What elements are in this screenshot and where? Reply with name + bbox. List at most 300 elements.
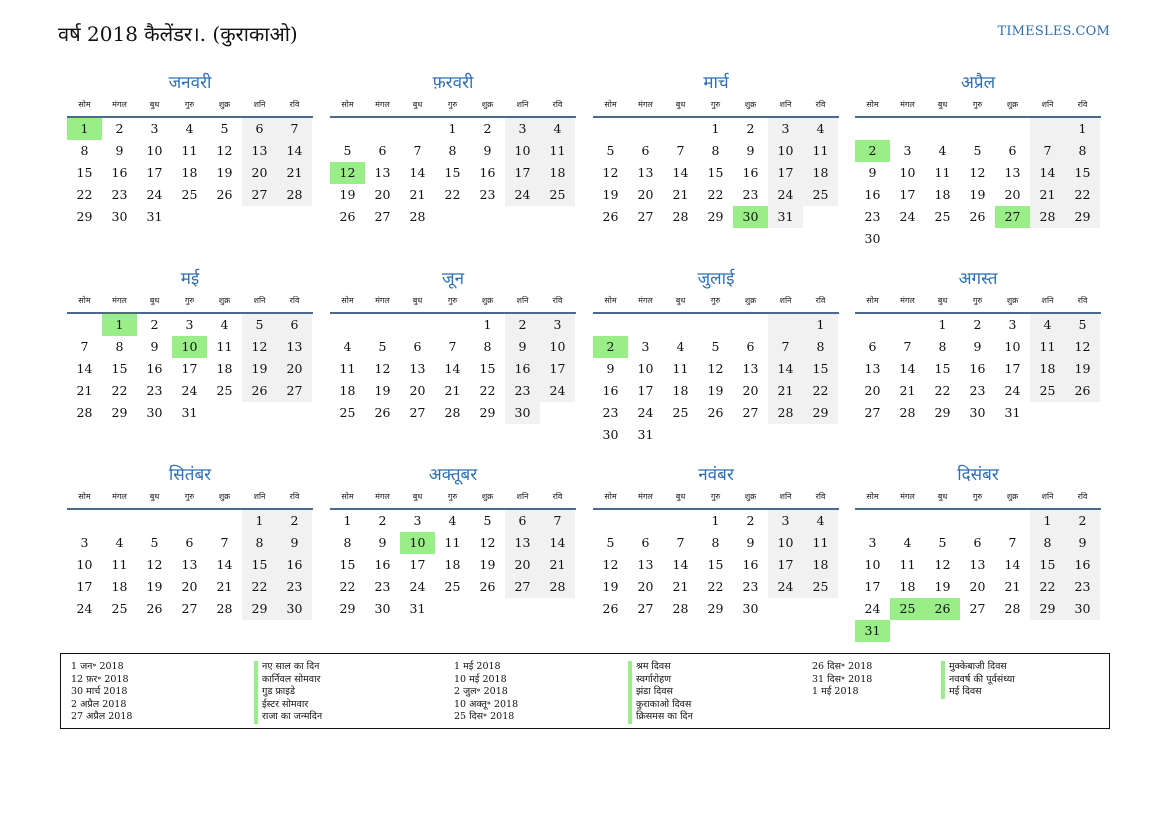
day-cell[interactable]: 5 [1065,314,1100,336]
day-cell[interactable]: 4 [115,535,124,550]
day-cell[interactable]: 26 [216,187,233,202]
day-cell[interactable]: 16 [864,187,881,202]
day-cell[interactable]: 20 [409,383,426,398]
day-cell[interactable]: 25 [672,405,689,420]
day-cell[interactable]: 24 [540,380,575,402]
day-cell[interactable]: 11 [803,532,838,554]
day-cell[interactable]: 6 [378,143,387,158]
day-cell[interactable]: 19 [242,358,277,380]
day-cell[interactable]: 7 [277,118,312,140]
day-cell[interactable]: 27 [181,601,198,616]
day-cell[interactable]: 20 [637,187,654,202]
day-cell[interactable]: 6 [746,339,755,354]
day-cell[interactable]: 22 [934,383,951,398]
holiday-day-cell[interactable]: 2 [593,336,628,358]
day-cell[interactable]: 14 [540,532,575,554]
day-cell[interactable]: 3 [868,535,877,550]
holiday-day-cell[interactable]: 2 [855,140,890,162]
day-cell[interactable]: 18 [803,162,838,184]
day-cell[interactable]: 26 [146,601,163,616]
day-cell[interactable]: 20 [864,383,881,398]
holiday-day-cell[interactable]: 31 [855,620,890,642]
day-cell[interactable]: 10 [768,140,803,162]
day-cell[interactable]: 31 [1004,405,1021,420]
day-cell[interactable]: 9 [973,339,982,354]
day-cell[interactable]: 30 [111,209,128,224]
day-cell[interactable]: 8 [1030,532,1065,554]
day-cell[interactable]: 25 [1030,380,1065,402]
day-cell[interactable]: 16 [479,165,496,180]
day-cell[interactable]: 5 [606,143,615,158]
day-cell[interactable]: 26 [1065,380,1100,402]
day-cell[interactable]: 13 [409,361,426,376]
day-cell[interactable]: 22 [707,579,724,594]
day-cell[interactable]: 16 [742,165,759,180]
day-cell[interactable]: 8 [803,336,838,358]
day-cell[interactable]: 16 [111,165,128,180]
day-cell[interactable]: 21 [672,579,689,594]
day-cell[interactable]: 11 [339,361,356,376]
day-cell[interactable]: 9 [277,532,312,554]
day-cell[interactable]: 22 [707,187,724,202]
day-cell[interactable]: 6 [1008,143,1017,158]
day-cell[interactable]: 25 [803,184,838,206]
day-cell[interactable]: 18 [803,554,838,576]
day-cell[interactable]: 15 [1065,162,1100,184]
day-cell[interactable]: 8 [938,339,947,354]
day-cell[interactable]: 2 [746,513,755,528]
day-cell[interactable]: 16 [505,358,540,380]
day-cell[interactable]: 11 [672,361,689,376]
day-cell[interactable]: 19 [1065,358,1100,380]
day-cell[interactable]: 27 [864,405,881,420]
day-cell[interactable]: 23 [602,405,619,420]
day-cell[interactable]: 17 [1004,361,1021,376]
day-cell[interactable]: 17 [505,162,540,184]
holiday-day-cell[interactable]: 10 [400,532,435,554]
day-cell[interactable]: 20 [277,358,312,380]
day-cell[interactable]: 19 [707,383,724,398]
day-cell[interactable]: 13 [374,165,391,180]
day-cell[interactable]: 18 [216,361,233,376]
day-cell[interactable]: 12 [1065,336,1100,358]
day-cell[interactable]: 5 [483,513,492,528]
day-cell[interactable]: 6 [413,339,422,354]
day-cell[interactable]: 21 [768,380,803,402]
day-cell[interactable]: 31 [637,427,654,442]
day-cell[interactable]: 20 [181,579,198,594]
day-cell[interactable]: 23 [479,187,496,202]
day-cell[interactable]: 24 [899,209,916,224]
day-cell[interactable]: 17 [540,358,575,380]
day-cell[interactable]: 22 [444,187,461,202]
day-cell[interactable]: 17 [146,165,163,180]
day-cell[interactable]: 29 [479,405,496,420]
day-cell[interactable]: 2 [483,121,492,136]
day-cell[interactable]: 21 [216,579,233,594]
day-cell[interactable]: 5 [606,535,615,550]
day-cell[interactable]: 29 [707,209,724,224]
day-cell[interactable]: 7 [220,535,229,550]
day-cell[interactable]: 4 [1030,314,1065,336]
day-cell[interactable]: 1 [483,317,492,332]
day-cell[interactable]: 19 [969,187,986,202]
day-cell[interactable]: 14 [672,557,689,572]
day-cell[interactable]: 8 [448,143,457,158]
day-cell[interactable]: 1 [242,510,277,532]
day-cell[interactable]: 26 [242,380,277,402]
holiday-day-cell[interactable]: 10 [172,336,207,358]
day-cell[interactable]: 28 [768,402,803,424]
day-cell[interactable]: 10 [146,143,163,158]
day-cell[interactable]: 3 [150,121,159,136]
day-cell[interactable]: 15 [803,358,838,380]
day-cell[interactable]: 13 [277,336,312,358]
day-cell[interactable]: 7 [80,339,89,354]
day-cell[interactable]: 15 [707,165,724,180]
day-cell[interactable]: 30 [146,405,163,420]
day-cell[interactable]: 11 [111,557,128,572]
day-cell[interactable]: 19 [216,165,233,180]
day-cell[interactable]: 10 [899,165,916,180]
day-cell[interactable]: 9 [115,143,124,158]
day-cell[interactable]: 13 [1004,165,1021,180]
day-cell[interactable]: 9 [378,535,387,550]
day-cell[interactable]: 7 [1030,140,1065,162]
day-cell[interactable]: 10 [1004,339,1021,354]
day-cell[interactable]: 28 [444,405,461,420]
day-cell[interactable]: 4 [803,510,838,532]
day-cell[interactable]: 19 [602,187,619,202]
day-cell[interactable]: 3 [1008,317,1017,332]
day-cell[interactable]: 5 [220,121,229,136]
day-cell[interactable]: 12 [969,165,986,180]
day-cell[interactable]: 7 [768,336,803,358]
day-cell[interactable]: 6 [242,118,277,140]
day-cell[interactable]: 4 [540,118,575,140]
day-cell[interactable]: 21 [540,554,575,576]
day-cell[interactable]: 22 [1065,184,1100,206]
day-cell[interactable]: 29 [242,598,277,620]
day-cell[interactable]: 20 [242,162,277,184]
day-cell[interactable]: 27 [409,405,426,420]
day-cell[interactable]: 3 [185,317,194,332]
day-cell[interactable]: 13 [864,361,881,376]
day-cell[interactable]: 8 [711,143,720,158]
day-cell[interactable]: 17 [768,554,803,576]
day-cell[interactable]: 29 [76,209,93,224]
day-cell[interactable]: 11 [444,535,461,550]
day-cell[interactable]: 29 [803,402,838,424]
day-cell[interactable]: 16 [146,361,163,376]
holiday-day-cell[interactable]: 25 [890,598,925,620]
day-cell[interactable]: 20 [1004,187,1021,202]
day-cell[interactable]: 28 [216,601,233,616]
day-cell[interactable]: 23 [505,380,540,402]
day-cell[interactable]: 10 [505,140,540,162]
day-cell[interactable]: 12 [707,361,724,376]
day-cell[interactable]: 30 [969,405,986,420]
day-cell[interactable]: 24 [409,579,426,594]
day-cell[interactable]: 21 [76,383,93,398]
day-cell[interactable]: 23 [1065,576,1100,598]
day-cell[interactable]: 22 [111,383,128,398]
day-cell[interactable]: 18 [1030,358,1065,380]
day-cell[interactable]: 11 [216,339,233,354]
day-cell[interactable]: 25 [934,209,951,224]
day-cell[interactable]: 18 [181,165,198,180]
day-cell[interactable]: 4 [676,339,685,354]
day-cell[interactable]: 11 [899,557,916,572]
day-cell[interactable]: 29 [707,601,724,616]
day-cell[interactable]: 8 [483,339,492,354]
day-cell[interactable]: 25 [339,405,356,420]
day-cell[interactable]: 29 [339,601,356,616]
day-cell[interactable]: 19 [374,383,391,398]
day-cell[interactable]: 14 [899,361,916,376]
day-cell[interactable]: 2 [505,314,540,336]
day-cell[interactable]: 3 [768,118,803,140]
day-cell[interactable]: 28 [76,405,93,420]
day-cell[interactable]: 27 [637,209,654,224]
day-cell[interactable]: 5 [343,143,352,158]
day-cell[interactable]: 25 [111,601,128,616]
day-cell[interactable]: 9 [746,535,755,550]
day-cell[interactable]: 19 [934,579,951,594]
day-cell[interactable]: 22 [479,383,496,398]
day-cell[interactable]: 21 [409,187,426,202]
day-cell[interactable]: 17 [899,187,916,202]
day-cell[interactable]: 4 [903,535,912,550]
day-cell[interactable]: 30 [602,427,619,442]
day-cell[interactable]: 25 [540,184,575,206]
day-cell[interactable]: 11 [540,140,575,162]
day-cell[interactable]: 5 [378,339,387,354]
day-cell[interactable]: 1 [711,121,720,136]
day-cell[interactable]: 13 [242,140,277,162]
holiday-day-cell[interactable]: 12 [330,162,365,184]
day-cell[interactable]: 5 [242,314,277,336]
day-cell[interactable]: 24 [768,184,803,206]
day-cell[interactable]: 8 [711,535,720,550]
day-cell[interactable]: 26 [969,209,986,224]
day-cell[interactable]: 5 [973,143,982,158]
day-cell[interactable]: 14 [672,165,689,180]
day-cell[interactable]: 30 [277,598,312,620]
day-cell[interactable]: 30 [864,231,881,246]
day-cell[interactable]: 7 [1008,535,1017,550]
day-cell[interactable]: 14 [1004,557,1021,572]
day-cell[interactable]: 11 [181,143,198,158]
day-cell[interactable]: 24 [768,576,803,598]
day-cell[interactable]: 1 [1030,510,1065,532]
day-cell[interactable]: 9 [868,165,877,180]
day-cell[interactable]: 23 [969,383,986,398]
day-cell[interactable]: 6 [641,143,650,158]
day-cell[interactable]: 7 [903,339,912,354]
day-cell[interactable]: 8 [1065,140,1100,162]
day-cell[interactable]: 15 [242,554,277,576]
day-cell[interactable]: 22 [76,187,93,202]
day-cell[interactable]: 24 [146,187,163,202]
day-cell[interactable]: 12 [602,165,619,180]
day-cell[interactable]: 18 [672,383,689,398]
day-cell[interactable]: 23 [742,579,759,594]
day-cell[interactable]: 27 [637,601,654,616]
day-cell[interactable]: 1 [711,513,720,528]
day-cell[interactable]: 3 [505,118,540,140]
day-cell[interactable]: 6 [185,535,194,550]
day-cell[interactable]: 3 [413,513,422,528]
holiday-day-cell[interactable]: 1 [67,118,102,140]
day-cell[interactable]: 13 [969,557,986,572]
day-cell[interactable]: 7 [448,339,457,354]
day-cell[interactable]: 29 [1030,598,1065,620]
day-cell[interactable]: 14 [216,557,233,572]
day-cell[interactable]: 9 [606,361,615,376]
day-cell[interactable]: 6 [868,339,877,354]
day-cell[interactable]: 12 [934,557,951,572]
day-cell[interactable]: 16 [602,383,619,398]
day-cell[interactable]: 27 [742,405,759,420]
day-cell[interactable]: 25 [444,579,461,594]
day-cell[interactable]: 21 [899,383,916,398]
day-cell[interactable]: 26 [479,579,496,594]
day-cell[interactable]: 4 [185,121,194,136]
day-cell[interactable]: 20 [374,187,391,202]
day-cell[interactable]: 24 [76,601,93,616]
day-cell[interactable]: 12 [216,143,233,158]
day-cell[interactable]: 7 [413,143,422,158]
day-cell[interactable]: 2 [1065,510,1100,532]
day-cell[interactable]: 26 [707,405,724,420]
day-cell[interactable]: 4 [343,339,352,354]
day-cell[interactable]: 22 [242,576,277,598]
day-cell[interactable]: 2 [115,121,124,136]
holiday-day-cell[interactable]: 27 [995,206,1030,228]
day-cell[interactable]: 5 [711,339,720,354]
day-cell[interactable]: 28 [409,209,426,224]
day-cell[interactable]: 11 [803,140,838,162]
day-cell[interactable]: 30 [505,402,540,424]
day-cell[interactable]: 12 [602,557,619,572]
day-cell[interactable]: 26 [374,405,391,420]
day-cell[interactable]: 9 [746,143,755,158]
holiday-day-cell[interactable]: 30 [733,206,768,228]
day-cell[interactable]: 6 [641,535,650,550]
day-cell[interactable]: 16 [374,557,391,572]
day-cell[interactable]: 17 [637,383,654,398]
day-cell[interactable]: 18 [899,579,916,594]
day-cell[interactable]: 18 [111,579,128,594]
day-cell[interactable]: 27 [277,380,312,402]
day-cell[interactable]: 5 [938,535,947,550]
day-cell[interactable]: 16 [742,557,759,572]
day-cell[interactable]: 23 [277,576,312,598]
day-cell[interactable]: 2 [150,317,159,332]
day-cell[interactable]: 31 [146,209,163,224]
day-cell[interactable]: 21 [1030,184,1065,206]
day-cell[interactable]: 30 [742,601,759,616]
day-cell[interactable]: 18 [444,557,461,572]
day-cell[interactable]: 18 [339,383,356,398]
day-cell[interactable]: 31 [768,206,803,228]
day-cell[interactable]: 23 [374,579,391,594]
day-cell[interactable]: 12 [242,336,277,358]
day-cell[interactable]: 15 [76,165,93,180]
day-cell[interactable]: 23 [146,383,163,398]
day-cell[interactable]: 20 [969,579,986,594]
day-cell[interactable]: 2 [973,317,982,332]
day-cell[interactable]: 25 [803,576,838,598]
day-cell[interactable]: 15 [934,361,951,376]
day-cell[interactable]: 13 [742,361,759,376]
day-cell[interactable]: 28 [1004,601,1021,616]
day-cell[interactable]: 28 [899,405,916,420]
day-cell[interactable]: 4 [220,317,229,332]
site-link[interactable]: TIMESLES.COM [997,24,1110,39]
day-cell[interactable]: 6 [505,510,540,532]
day-cell[interactable]: 12 [479,535,496,550]
day-cell[interactable]: 27 [505,576,540,598]
day-cell[interactable]: 4 [803,118,838,140]
day-cell[interactable]: 27 [242,184,277,206]
day-cell[interactable]: 28 [540,576,575,598]
day-cell[interactable]: 27 [969,601,986,616]
day-cell[interactable]: 24 [864,601,881,616]
day-cell[interactable]: 29 [111,405,128,420]
day-cell[interactable]: 14 [768,358,803,380]
day-cell[interactable]: 21 [672,187,689,202]
day-cell[interactable]: 22 [1030,576,1065,598]
day-cell[interactable]: 3 [768,510,803,532]
day-cell[interactable]: 8 [115,339,124,354]
day-cell[interactable]: 9 [1065,532,1100,554]
day-cell[interactable]: 3 [903,143,912,158]
day-cell[interactable]: 19 [602,579,619,594]
day-cell[interactable]: 20 [742,383,759,398]
day-cell[interactable]: 14 [76,361,93,376]
day-cell[interactable]: 30 [374,601,391,616]
day-cell[interactable]: 24 [181,383,198,398]
day-cell[interactable]: 14 [409,165,426,180]
day-cell[interactable]: 17 [768,162,803,184]
day-cell[interactable]: 2 [746,121,755,136]
day-cell[interactable]: 23 [864,209,881,224]
day-cell[interactable]: 21 [277,162,312,184]
day-cell[interactable]: 14 [1030,162,1065,184]
day-cell[interactable]: 22 [803,380,838,402]
day-cell[interactable]: 4 [448,513,457,528]
day-cell[interactable]: 6 [973,535,982,550]
day-cell[interactable]: 29 [1065,206,1100,228]
day-cell[interactable]: 22 [339,579,356,594]
day-cell[interactable]: 17 [181,361,198,376]
day-cell[interactable]: 16 [969,361,986,376]
day-cell[interactable]: 25 [181,187,198,202]
day-cell[interactable]: 2 [277,510,312,532]
day-cell[interactable]: 28 [672,601,689,616]
day-cell[interactable]: 10 [637,361,654,376]
day-cell[interactable]: 24 [637,405,654,420]
day-cell[interactable]: 7 [676,535,685,550]
day-cell[interactable]: 29 [934,405,951,420]
day-cell[interactable]: 19 [146,579,163,594]
day-cell[interactable]: 2 [378,513,387,528]
day-cell[interactable]: 25 [216,383,233,398]
day-cell[interactable]: 10 [540,336,575,358]
day-cell[interactable]: 26 [339,209,356,224]
